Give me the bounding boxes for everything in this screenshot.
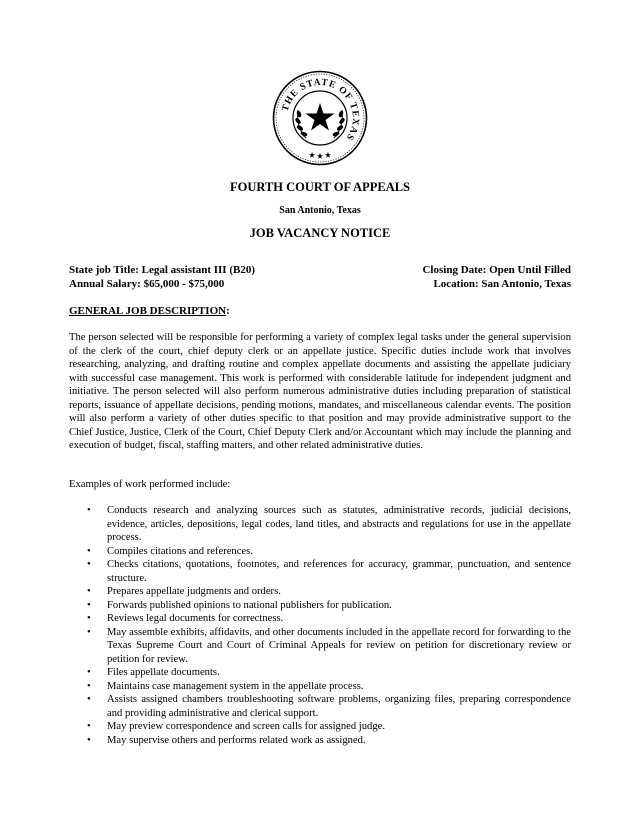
bullet-icon: • — [87, 613, 91, 624]
job-description-paragraph: The person selected will be responsible for performing a variety of complex legal tasks under the general supervision of the clerk of the court, chief deputy clerk or an appellate justice. Specific duties include work that involves researching, analyzing, and drafting routine and complex appellate documents and assisting the appellate judiciary with successful case management. This work is performed with considerable latitude for independent judgment and initiative. The person selected will also perform numerous administrative duties including preparation of statistical reports, issuance of appellate decisions, pending motions, mandates, and miscellaneous calendar events. The position will also perform a variety of other duties specific to that position and may provide administrative support to the Chief Justice, Justice, Clerk of the Court, Chief Deputy Clerk and/or Accountant which may include the planning and execution of budget, fiscal, staffing matters, and other related administrative duties. — [69, 332, 571, 451]
list-item — [69, 558, 571, 585]
duty-text: May supervise others and performs related work as assigned. — [107, 734, 366, 746]
texas-seal-icon — [272, 70, 368, 166]
duty-text: Files appellate documents. — [107, 667, 220, 678]
seal-graphic — [272, 70, 368, 166]
notice-title: JOB VACANCY NOTICE — [249, 226, 391, 240]
bullet-icon: • — [87, 680, 91, 692]
seal-ring-text: THE STATE OF TEXAS — [280, 77, 361, 143]
duty-text: Prepares appellate judgments and orders. — [107, 586, 281, 597]
list-item — [69, 545, 571, 559]
job-title: State job Title: Legal assistant III (B20) — [69, 264, 255, 276]
section-heading — [69, 305, 230, 317]
closing-date: Closing Date: Open Until Filled — [422, 264, 571, 276]
bullet-icon: • — [87, 599, 91, 611]
duty-text: Forwards published opinions to national publishers for publication. — [107, 599, 392, 611]
duty-text: Checks citations, quotations, footnotes, and references for accuracy, grammar, punctuation, and sentence structure. — [107, 559, 571, 584]
bullet-icon: • — [87, 667, 91, 678]
list-item — [69, 720, 571, 734]
list-item — [69, 612, 571, 626]
list-item — [69, 734, 571, 748]
bullet-icon: • — [87, 505, 91, 516]
bullet-icon: • — [87, 586, 91, 597]
list-item — [69, 693, 571, 720]
list-item — [69, 680, 571, 694]
duty-text: May preview correspondence and screen calls for assigned judge. — [107, 721, 385, 732]
court-city: San Antonio, Texas — [279, 205, 361, 216]
section-heading-colon: : — [226, 305, 230, 317]
list-item — [69, 585, 571, 599]
duty-text: Reviews legal documents for correctness. — [107, 613, 284, 624]
job-info-row-1 — [69, 264, 571, 276]
duty-text: Conducts research and analyzing sources such as statutes, administrative records, judicial decisions, evidence, articles, depositions, legal codes, land titles, and abstracts and regulations for use in the appellate process. — [107, 505, 571, 543]
bullet-icon: • — [87, 545, 91, 557]
annual-salary: Annual Salary: $65,000 - $75,000 — [69, 278, 225, 290]
duty-text: Assists assigned chambers troubleshooting software problems, organizing files, preparing correspondence and providing administrative and clerical support. — [107, 694, 571, 719]
list-item — [69, 666, 571, 680]
bullet-icon: • — [87, 734, 91, 746]
section-heading-text: GENERAL JOB DESCRIPTION — [69, 305, 227, 317]
job-location: Location: San Antonio, Texas — [433, 278, 571, 290]
duty-text: Maintains case management system in the appellate process. — [107, 680, 364, 692]
bullet-icon: • — [87, 694, 91, 705]
examples-intro: Examples of work performed include: — [69, 479, 231, 490]
list-item — [69, 504, 571, 545]
court-name: FOURTH COURT OF APPEALS — [229, 180, 411, 194]
bullet-icon: • — [87, 626, 91, 638]
duty-text: Compiles citations and references. — [107, 545, 253, 557]
job-info-row-2 — [69, 278, 571, 290]
bullet-icon: • — [87, 559, 91, 570]
bullet-icon: • — [87, 721, 91, 732]
duty-text: May assemble exhibits, affidavits, and other documents included in the appellate record for forwarding to the Texas Supreme Court and Court of Criminal Appeals for review on petition for discretionary review or petition for review. — [107, 626, 571, 665]
duties-list — [69, 504, 571, 747]
list-item — [69, 626, 571, 667]
list-item — [69, 599, 571, 613]
